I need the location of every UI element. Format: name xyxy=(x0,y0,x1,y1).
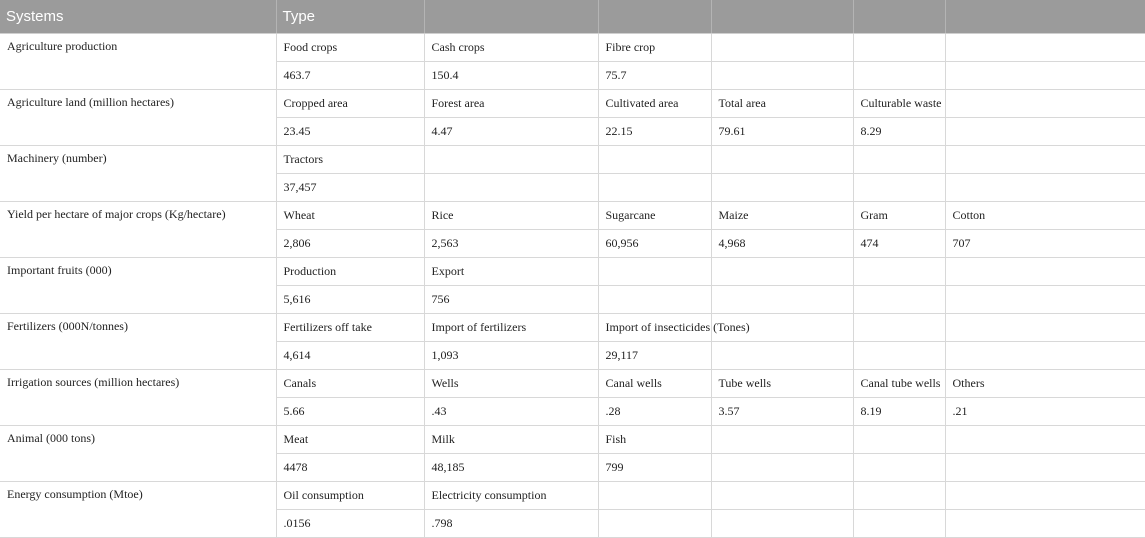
type-cell xyxy=(945,90,1145,118)
value-cell xyxy=(945,510,1145,538)
type-cell: Rice xyxy=(424,202,598,230)
system-cell: Agriculture production xyxy=(0,34,276,90)
type-cell xyxy=(853,482,945,510)
value-cell: 75.7 xyxy=(598,62,711,90)
table-row xyxy=(0,258,1145,286)
value-cell: 707 xyxy=(945,230,1145,258)
type-cell: Food crops xyxy=(276,34,424,62)
value-cell: 150.4 xyxy=(424,62,598,90)
value-cell xyxy=(945,454,1145,482)
value-cell xyxy=(711,342,853,370)
value-cell: 79.61 xyxy=(711,118,853,146)
type-cell: Electricity consumption xyxy=(424,482,598,510)
value-cell: 4,614 xyxy=(276,342,424,370)
value-cell: 60,956 xyxy=(598,230,711,258)
type-cell xyxy=(853,146,945,174)
value-cell xyxy=(424,174,598,202)
value-cell xyxy=(598,174,711,202)
value-cell: 2,806 xyxy=(276,230,424,258)
type-cell xyxy=(598,482,711,510)
type-cell: Forest area xyxy=(424,90,598,118)
value-cell xyxy=(853,342,945,370)
type-cell xyxy=(945,34,1145,62)
system-cell: Agriculture land (million hectares) xyxy=(0,90,276,146)
header-blank xyxy=(945,0,1145,34)
type-cell: Wells xyxy=(424,370,598,398)
value-cell xyxy=(711,62,853,90)
type-cell: Cultivated area xyxy=(598,90,711,118)
type-cell: Oil consumption xyxy=(276,482,424,510)
type-cell: Maize xyxy=(711,202,853,230)
value-cell: .43 xyxy=(424,398,598,426)
system-cell: Important fruits (000) xyxy=(0,258,276,314)
type-cell xyxy=(424,146,598,174)
value-cell: 4,968 xyxy=(711,230,853,258)
type-cell: Cash crops xyxy=(424,34,598,62)
value-cell: 2,563 xyxy=(424,230,598,258)
value-cell: 474 xyxy=(853,230,945,258)
table-row xyxy=(0,202,1145,230)
value-cell xyxy=(945,62,1145,90)
value-cell: 22.15 xyxy=(598,118,711,146)
type-cell: Wheat xyxy=(276,202,424,230)
value-cell xyxy=(711,454,853,482)
value-cell xyxy=(598,510,711,538)
type-cell: Import of fertilizers xyxy=(424,314,598,342)
table-row xyxy=(0,426,1145,454)
header-blank xyxy=(711,0,853,34)
header-systems: Systems xyxy=(0,0,276,34)
value-cell: 756 xyxy=(424,286,598,314)
header-blank xyxy=(853,0,945,34)
value-cell: 463.7 xyxy=(276,62,424,90)
value-cell: 3.57 xyxy=(711,398,853,426)
header-blank xyxy=(424,0,598,34)
type-cell: Milk xyxy=(424,426,598,454)
value-cell: 5,616 xyxy=(276,286,424,314)
type-cell: Tractors xyxy=(276,146,424,174)
value-cell: .0156 xyxy=(276,510,424,538)
value-cell: 48,185 xyxy=(424,454,598,482)
value-cell xyxy=(853,174,945,202)
table-row xyxy=(0,146,1145,174)
value-cell xyxy=(711,286,853,314)
type-cell: Gram xyxy=(853,202,945,230)
system-cell: Machinery (number) xyxy=(0,146,276,202)
table-row xyxy=(0,314,1145,342)
type-cell: Export xyxy=(424,258,598,286)
type-cell xyxy=(945,146,1145,174)
value-cell: 23.45 xyxy=(276,118,424,146)
value-cell: 5.66 xyxy=(276,398,424,426)
system-cell: Energy consumption (Mtoe) xyxy=(0,482,276,538)
type-cell: Canal tube wells xyxy=(853,370,945,398)
value-cell xyxy=(711,174,853,202)
type-cell xyxy=(853,34,945,62)
type-cell: Culturable waste xyxy=(853,90,945,118)
value-cell: .798 xyxy=(424,510,598,538)
type-cell: Production xyxy=(276,258,424,286)
value-cell: 4.47 xyxy=(424,118,598,146)
table-row xyxy=(0,482,1145,510)
value-cell xyxy=(853,286,945,314)
table-row xyxy=(0,34,1145,62)
type-cell: Total area xyxy=(711,90,853,118)
type-cell xyxy=(711,426,853,454)
type-cell: Sugarcane xyxy=(598,202,711,230)
value-cell: .21 xyxy=(945,398,1145,426)
type-cell: Meat xyxy=(276,426,424,454)
type-cell xyxy=(945,426,1145,454)
header-blank xyxy=(598,0,711,34)
type-cell xyxy=(598,258,711,286)
table-row xyxy=(0,370,1145,398)
value-cell xyxy=(945,174,1145,202)
header-row xyxy=(0,0,1145,34)
type-cell: Fertilizers off take xyxy=(276,314,424,342)
value-cell xyxy=(945,286,1145,314)
type-cell xyxy=(598,146,711,174)
type-cell xyxy=(853,258,945,286)
value-cell: 799 xyxy=(598,454,711,482)
type-cell: Fish xyxy=(598,426,711,454)
value-cell xyxy=(853,510,945,538)
value-cell xyxy=(945,342,1145,370)
value-cell xyxy=(711,510,853,538)
value-cell xyxy=(945,118,1145,146)
type-cell xyxy=(853,314,945,342)
value-cell: 29,117 xyxy=(598,342,711,370)
value-cell xyxy=(853,62,945,90)
type-cell: Others xyxy=(945,370,1145,398)
system-cell: Fertilizers (000N/tonnes) xyxy=(0,314,276,370)
value-cell: 4478 xyxy=(276,454,424,482)
type-cell xyxy=(711,34,853,62)
type-cell: Import of insecticides (Tones) xyxy=(598,314,711,342)
value-cell: .28 xyxy=(598,398,711,426)
value-cell xyxy=(853,454,945,482)
system-cell: Yield per hectare of major crops (Kg/hectare) xyxy=(0,202,276,258)
table-row xyxy=(0,90,1145,118)
value-cell: 8.19 xyxy=(853,398,945,426)
value-cell xyxy=(598,286,711,314)
type-cell xyxy=(853,426,945,454)
system-cell: Irrigation sources (million hectares) xyxy=(0,370,276,426)
type-cell xyxy=(945,482,1145,510)
type-cell xyxy=(711,258,853,286)
value-cell: 1,093 xyxy=(424,342,598,370)
header-type: Type xyxy=(276,0,424,34)
value-cell: 37,457 xyxy=(276,174,424,202)
type-cell: Canals xyxy=(276,370,424,398)
type-cell: Cotton xyxy=(945,202,1145,230)
type-cell xyxy=(945,258,1145,286)
type-cell: Cropped area xyxy=(276,90,424,118)
value-cell: 8.29 xyxy=(853,118,945,146)
type-cell: Fibre crop xyxy=(598,34,711,62)
system-cell: Animal (000 tons) xyxy=(0,426,276,482)
type-cell xyxy=(945,314,1145,342)
type-cell xyxy=(711,146,853,174)
type-cell: Tube wells xyxy=(711,370,853,398)
type-cell xyxy=(711,482,853,510)
type-cell: Canal wells xyxy=(598,370,711,398)
